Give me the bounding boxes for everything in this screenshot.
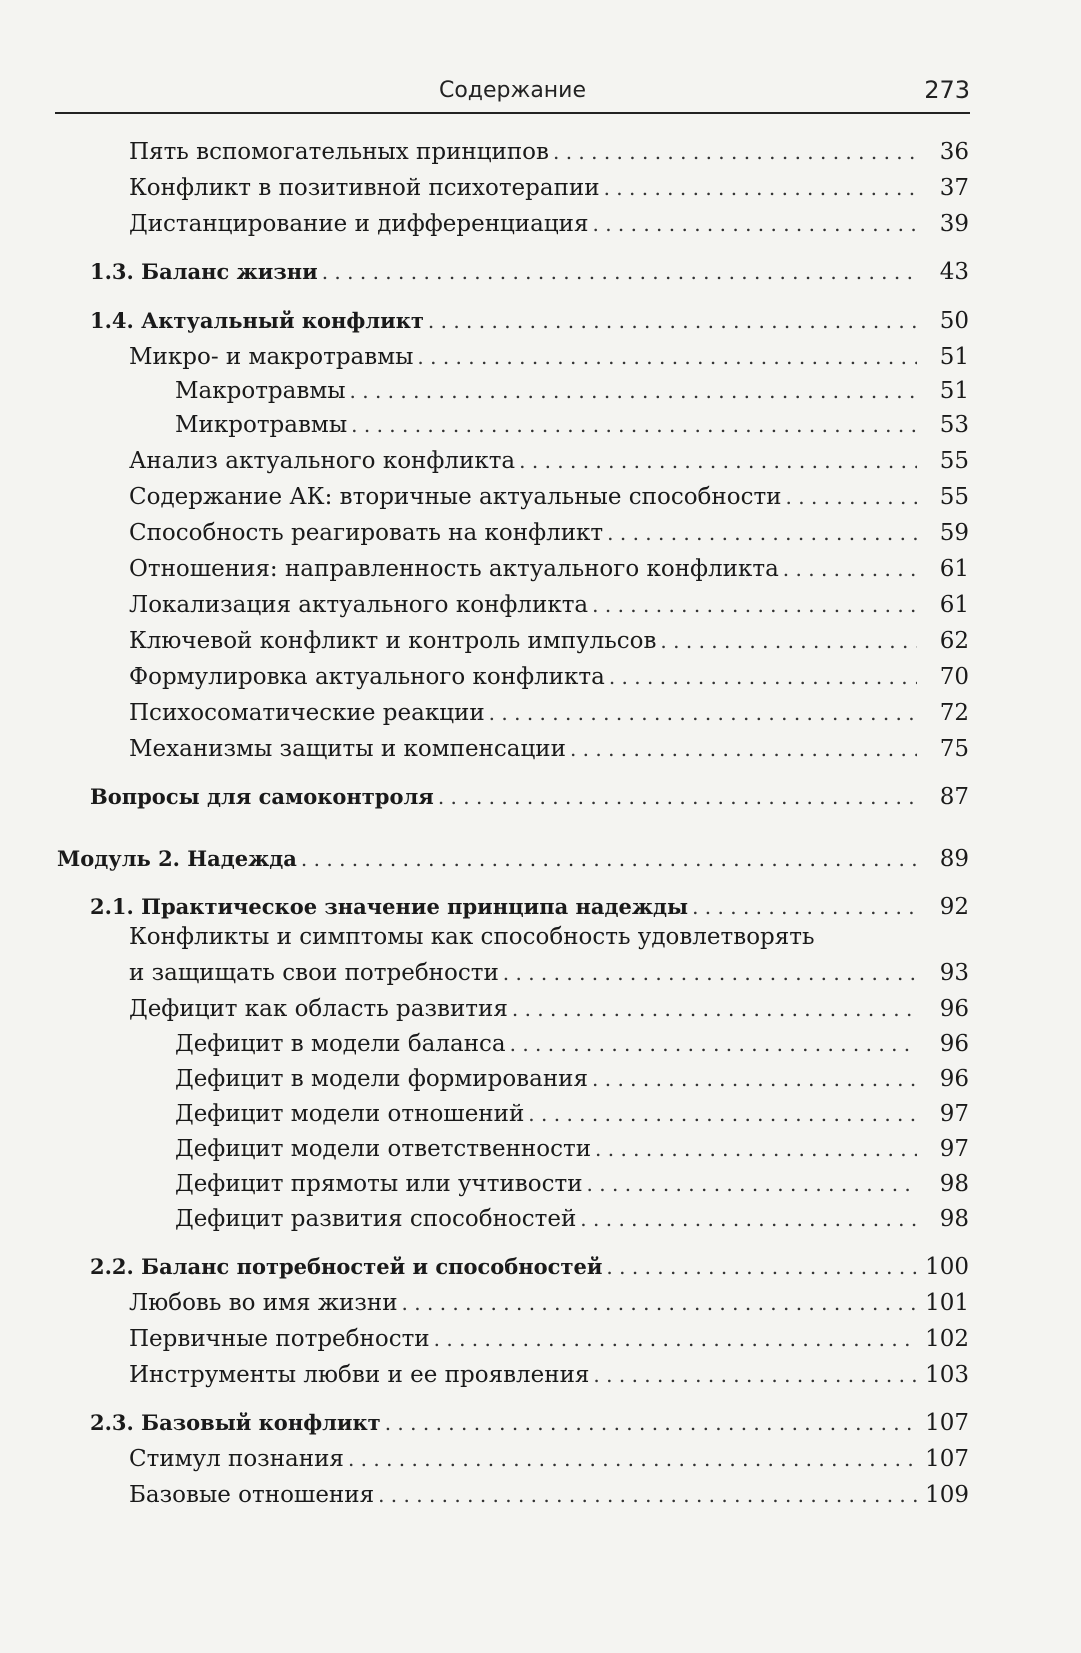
- toc-entry-title: Макротравмы: [175, 378, 346, 404]
- toc-subentry: [175, 372, 969, 406]
- toc-subentry: [175, 1060, 969, 1094]
- dot-leader: [660, 626, 917, 656]
- toc-entry: [129, 990, 969, 1024]
- dot-leader: [593, 1360, 917, 1390]
- toc-entry-title: Механизмы защиты и компенсации: [129, 736, 566, 762]
- toc-entry-title: 2.3. Базовый конфликт: [90, 1410, 381, 1435]
- toc-section: [90, 778, 969, 812]
- toc-entry: [129, 1356, 969, 1390]
- toc-entry-page: 107: [925, 1446, 969, 1472]
- toc-entry-page: 109: [925, 1482, 969, 1508]
- toc-entry-title: Дефицит модели ответственности: [175, 1136, 592, 1162]
- toc-entry-title: Анализ актуального конфликта: [129, 448, 516, 474]
- header-page-number: 273: [924, 76, 970, 104]
- toc-entry: [129, 205, 969, 239]
- dot-leader: [351, 410, 917, 440]
- toc-entry: [129, 338, 969, 372]
- toc-entry-page: 97: [939, 1136, 969, 1162]
- toc-entry: [129, 514, 969, 548]
- toc-entry-title: Стимул познания: [129, 1446, 344, 1472]
- dot-leader: [417, 342, 917, 372]
- toc-section: [90, 1404, 969, 1438]
- dot-leader: [519, 446, 917, 476]
- toc-entry: [129, 1320, 969, 1354]
- dot-leader: [609, 662, 917, 692]
- toc-entry: [129, 133, 969, 167]
- dot-leader: [510, 1029, 917, 1059]
- dot-leader: [528, 1099, 917, 1129]
- toc-entry-page: 98: [939, 1206, 969, 1232]
- toc-entry-title: Любовь во имя жизни: [129, 1290, 398, 1316]
- toc-entry-page: 51: [939, 344, 969, 370]
- toc-entry-title: Микро- и макротравмы: [129, 344, 414, 370]
- dot-leader: [592, 1064, 917, 1094]
- toc-entry-title: Дефицит развития способностей: [175, 1206, 577, 1232]
- toc-entry-title: Дефицит модели отношений: [175, 1101, 525, 1127]
- dot-leader: [786, 482, 917, 512]
- toc-subentry: [175, 1095, 969, 1129]
- dot-leader: [402, 1288, 917, 1318]
- toc-entry-title: Инструменты любви и ее проявления: [129, 1362, 590, 1388]
- toc-entry-title: Психосоматические реакции: [129, 700, 485, 726]
- toc-entry-title: Ключевой конфликт и контроль импульсов: [129, 628, 657, 654]
- toc-entry-first-line: Конфликты и симптомы как способность удовлетворять: [129, 924, 815, 950]
- toc-entry-title: Базовые отношения: [129, 1482, 375, 1508]
- toc-entry-page: 70: [939, 664, 969, 690]
- dot-leader: [580, 1204, 917, 1234]
- toc-entry: [129, 550, 969, 584]
- toc-entry-page: 102: [925, 1326, 969, 1352]
- toc-section: [90, 1248, 969, 1282]
- toc-entry-title: Локализация актуального конфликта: [129, 592, 589, 618]
- dot-leader: [438, 782, 917, 812]
- toc-entry-page: 96: [939, 996, 969, 1022]
- dot-leader: [301, 844, 917, 874]
- toc-entry-page: 61: [939, 592, 969, 618]
- dot-leader: [553, 137, 917, 167]
- toc-entry: [129, 1440, 969, 1474]
- toc-section: [90, 888, 969, 922]
- toc-entry-title: Модуль 2. Надежда: [57, 846, 297, 871]
- toc-entry-title: 2.1. Практическое значение принципа надежды: [90, 894, 689, 919]
- dot-leader: [489, 698, 917, 728]
- toc-entry-page: 96: [939, 1066, 969, 1092]
- toc-section: [90, 302, 969, 336]
- toc-entry-title: Пять вспомогательных принципов: [129, 139, 549, 165]
- dot-leader: [434, 1324, 917, 1354]
- dot-leader: [592, 590, 917, 620]
- toc-entry: [129, 954, 969, 988]
- dot-leader: [606, 1252, 917, 1282]
- toc-entry-page: 72: [939, 700, 969, 726]
- toc-entry-title: и защищать свои потребности: [129, 960, 499, 986]
- toc-entry-page: 101: [925, 1290, 969, 1316]
- toc-subentry: [175, 1165, 969, 1199]
- toc-entry-title: Формулировка актуального конфликта: [129, 664, 605, 690]
- toc-entry-page: 61: [939, 556, 969, 582]
- toc-entry: [129, 658, 969, 692]
- toc-entry-page: 96: [939, 1031, 969, 1057]
- toc-entry-page: 93: [939, 960, 969, 986]
- dot-leader: [322, 257, 917, 287]
- toc-entry: [129, 622, 969, 656]
- toc-entry-title: Способность реагировать на конфликт: [129, 520, 604, 546]
- toc-entry-page: 62: [939, 628, 969, 654]
- toc-entry-page: 100: [925, 1254, 969, 1280]
- toc-entry-page: 55: [939, 484, 969, 510]
- toc-entry-page: 98: [939, 1171, 969, 1197]
- toc-entry-title: Содержание АК: вторичные актуальные способности: [129, 484, 782, 510]
- toc-entry-title: 2.2. Баланс потребностей и способностей: [90, 1254, 603, 1279]
- toc-entry-title: Дефицит в модели формирования: [175, 1066, 589, 1092]
- toc-entry-title: Дефицит прямоты или учтивости: [175, 1171, 583, 1197]
- toc-entry: [129, 442, 969, 476]
- dot-leader: [587, 1169, 917, 1199]
- toc-subentry: [175, 1200, 969, 1234]
- toc-entry-page: 36: [939, 139, 969, 165]
- toc-entry-title: Дефицит как область развития: [129, 996, 508, 1022]
- dot-leader: [378, 1480, 917, 1510]
- toc-entry-page: 97: [939, 1101, 969, 1127]
- toc-entry-page: 89: [939, 846, 969, 872]
- toc-entry-page: 75: [939, 736, 969, 762]
- dot-leader: [595, 1134, 917, 1164]
- dot-leader: [503, 958, 917, 988]
- toc-subentry: [175, 1130, 969, 1164]
- dot-leader: [592, 209, 917, 239]
- toc-entry-title: Конфликт в позитивной психотерапии: [129, 175, 600, 201]
- toc-entry: [129, 730, 969, 764]
- toc-entry-title: Отношения: направленность актуального конфликта: [129, 556, 779, 582]
- toc-entry-title: Микротравмы: [175, 412, 348, 438]
- toc-entry-page: 59: [939, 520, 969, 546]
- toc-entry-page: 103: [925, 1362, 969, 1388]
- toc-entry-page: 53: [939, 412, 969, 438]
- dot-leader: [512, 994, 917, 1024]
- dot-leader: [350, 376, 917, 406]
- toc-subentry: [175, 406, 969, 440]
- header-title: Содержание: [438, 78, 587, 103]
- toc-entry-page: 37: [939, 175, 969, 201]
- toc-entry-title: Дефицит в модели баланса: [175, 1031, 506, 1057]
- toc-entry-title: 1.4. Актуальный конфликт: [90, 308, 424, 333]
- toc-entry-page: 51: [939, 378, 969, 404]
- toc-entry-title: Вопросы для самоконтроля: [90, 784, 434, 809]
- toc-entry-page: 55: [939, 448, 969, 474]
- toc-entry-title: Первичные потребности: [129, 1326, 430, 1352]
- toc-entry-page: 107: [925, 1410, 969, 1436]
- dot-leader: [607, 518, 917, 548]
- toc-subentry: [175, 1025, 969, 1059]
- toc-entry-page: 87: [939, 784, 969, 810]
- dot-leader: [570, 734, 917, 764]
- toc-entry-page: 50: [939, 308, 969, 334]
- dot-leader: [692, 892, 917, 922]
- dot-leader: [604, 173, 917, 203]
- toc-entry: [129, 586, 969, 620]
- dot-leader: [348, 1444, 917, 1474]
- toc-entry-page: 92: [939, 894, 969, 920]
- dot-leader: [385, 1408, 917, 1438]
- toc-entry: [129, 478, 969, 512]
- toc-entry-title: 1.3. Баланс жизни: [90, 259, 318, 284]
- toc-entry-title: Дистанцирование и дифференциация: [129, 211, 589, 237]
- toc-entry: [129, 1476, 969, 1510]
- toc-entry-page: 39: [939, 211, 969, 237]
- toc-entry-page: 43: [939, 259, 969, 285]
- dot-leader: [428, 306, 917, 336]
- toc-entry: [129, 169, 969, 203]
- dot-leader: [783, 554, 917, 584]
- toc-section: [90, 253, 969, 287]
- toc-module: [57, 840, 969, 874]
- toc-entry: [129, 694, 969, 728]
- running-header: [55, 70, 970, 114]
- toc-entry: [129, 1284, 969, 1318]
